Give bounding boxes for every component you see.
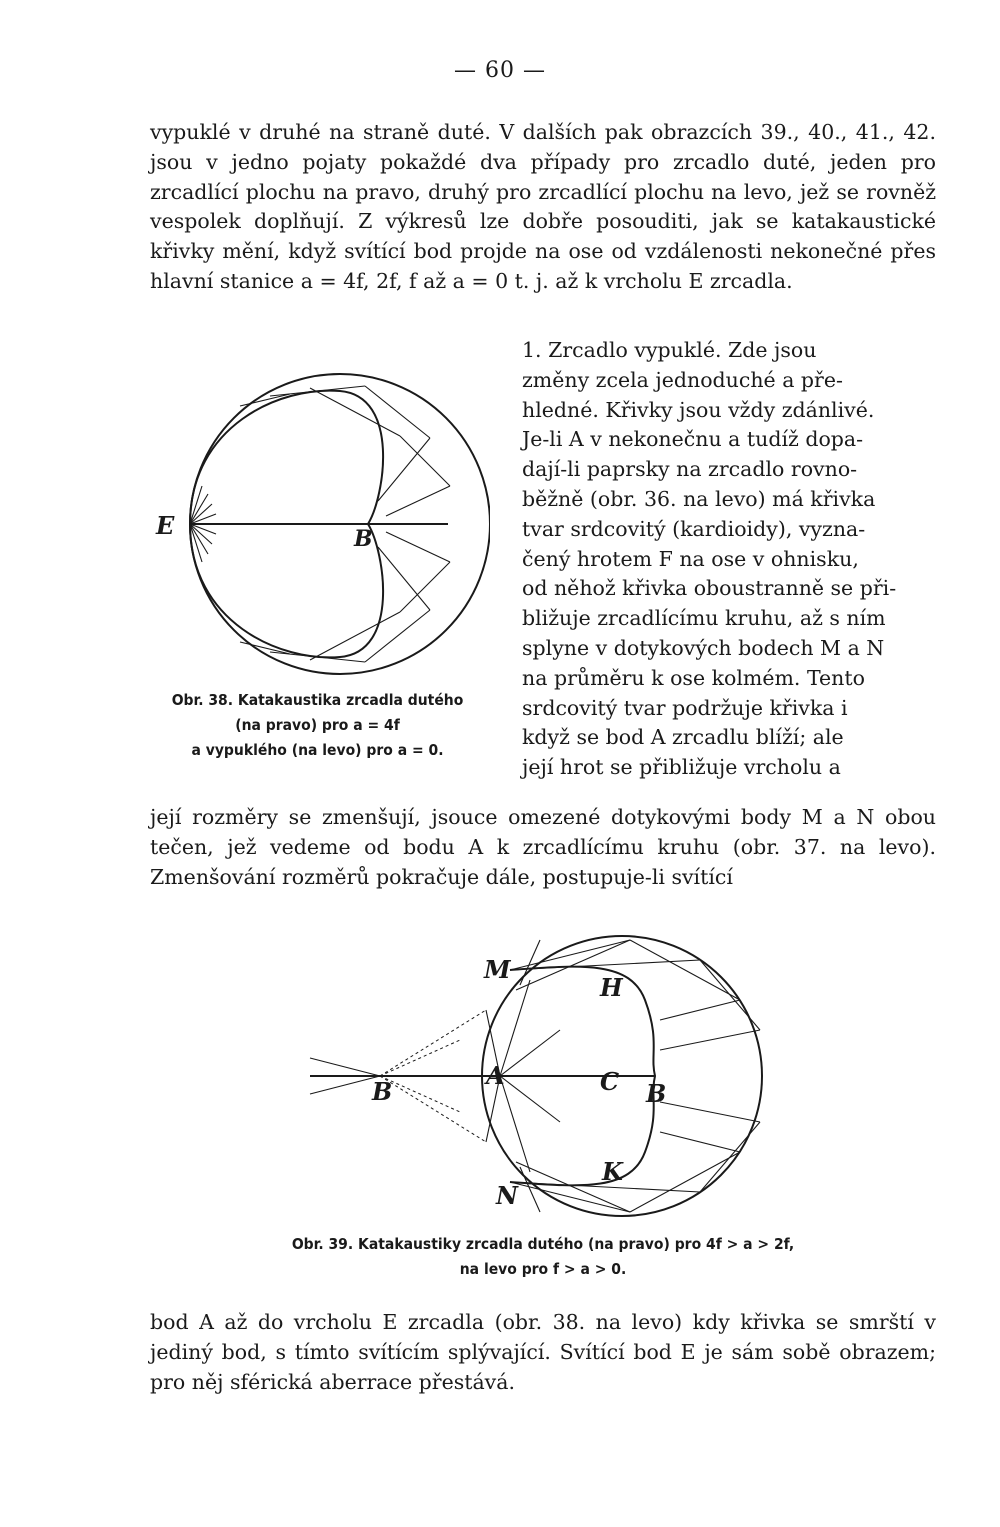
label-E: E	[156, 511, 175, 540]
text-line: dají-li paprsky na zrcadlo rovno-	[522, 457, 858, 482]
text-line: čený hrotem F na ose v ohnisku,	[522, 546, 859, 571]
text-line: tvar srdcovitý (kardioidy), vyzna-	[522, 516, 866, 541]
figure-38	[150, 366, 490, 690]
text-line: od něhož křivka oboustranně se při-	[522, 576, 897, 601]
figure-39-diagram	[300, 930, 780, 1220]
caption-line: na levo pro f > a > 0.	[459, 1260, 627, 1278]
text-line: splyne v dotykových bodech M a N	[522, 635, 885, 660]
caption-line: a vypuklého (na levo) pro a = 0.	[191, 741, 444, 759]
label-B-right: B	[646, 1079, 667, 1108]
figure-39-caption	[150, 1232, 936, 1282]
text-line: její hrot se přibližuje vrcholu a	[522, 755, 841, 780]
text-line: Je-li A v nekonečnu a tudíž dopa-	[522, 427, 864, 452]
label-K: K	[602, 1157, 623, 1186]
label-H: H	[600, 973, 623, 1002]
text-line: bližuje zrcadlícímu kruhu, až s ním	[522, 606, 886, 631]
figure-38-diagram	[150, 366, 490, 686]
paragraph-convex-mirror	[522, 336, 936, 783]
label-B-left: B	[372, 1077, 393, 1106]
figure-39	[300, 930, 780, 1224]
caption-line: Obr. 38. Katakaustika zrcadla dutého	[171, 691, 464, 709]
text-line: běžně (obr. 36. na levo) má křivka	[522, 486, 876, 511]
text-line: srdcovitý tvar podržuje křivka i	[522, 695, 848, 720]
paragraph-intro: vypuklé v druhé na straně duté. V dalších pak obrazcích 39., 40., 41., 42. jsou v jedno pojaty pokaždé dva případy pro zrcadlo duté, jeden pro zrcadlící plochu na pravo, druhý pro zrcadlící plochu na levo, jež se rovněž vespolek doplňují. Z výkresů lze dobře posouditi, jak se katakaustické křivky mění, když svítící bod projde na ose od vzdálenosti nekonečné přes hlavní stanice a = 4f, 2f, f až a = 0 t. j. až k vrcholu E zrcadla.	[150, 120, 936, 293]
label-N: N	[496, 1181, 518, 1210]
figure-38-caption	[150, 688, 485, 763]
caption-line: Obr. 39. Katakaustiky zrcadla dutého (na pravo) pro 4f > a > 2f,	[291, 1235, 795, 1253]
label-M: M	[484, 955, 511, 984]
page-number: — 60 —	[454, 58, 546, 83]
text-line: na průměru k ose kolmém. Tento	[522, 665, 865, 690]
caption-line: (na pravo) pro a = 4f	[235, 716, 400, 734]
paragraph-final: bod A až do vrcholu E zrcadla (obr. 38. na levo) kdy křivka se smrští v jediný bod, s tímto svítícím splývající. Svítící bod E je sám sobě obrazem; pro něj sférická aberrace přestává.	[150, 1310, 936, 1394]
paragraph-continuation: její rozměry se zmenšují, jsouce omezené dotykovými body M a N obou tečen, jež vedeme od bodu A k zrcadlícímu kruhu (obr. 37. na levo). Zmenšování rozměrů pokračuje dále, postupuje-li svítící	[150, 805, 936, 889]
label-C: C	[600, 1067, 620, 1096]
text-line: 1. Zrcadlo vypuklé. Zde jsou	[522, 338, 817, 362]
label-A: A	[486, 1061, 505, 1090]
label-B: B	[354, 526, 373, 552]
text-line: změny zcela jednoduché a pře-	[522, 367, 843, 392]
text-line: hledné. Křivky jsou vždy zdánlivé.	[522, 397, 875, 422]
text-line: když se bod A zrcadlu blíží; ale	[522, 725, 844, 750]
